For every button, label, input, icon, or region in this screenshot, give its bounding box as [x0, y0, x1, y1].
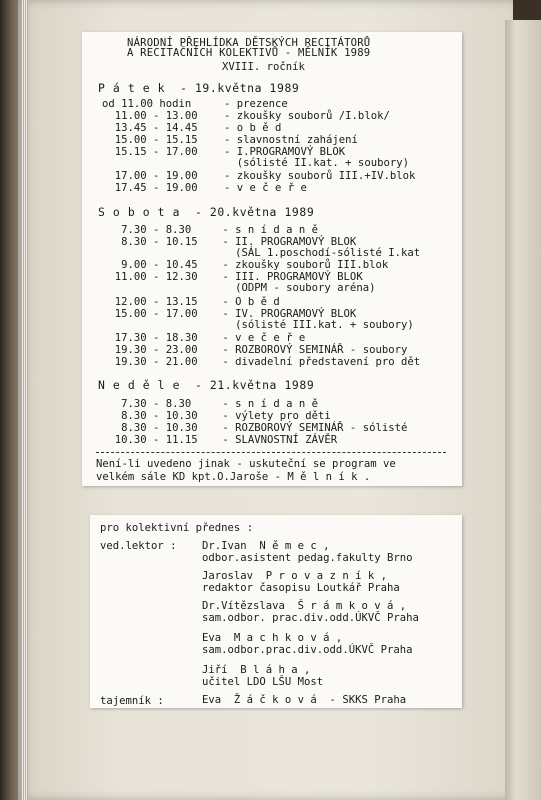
lector-role: učitel LDO LŠU Most: [202, 676, 324, 688]
row-time: 15.00 - 15.15: [102, 134, 198, 146]
row-time: 7.30 - 8.30: [102, 224, 192, 236]
lector-role: sam.odbor. prac.div.odd.ÚKVČ Praha: [202, 612, 419, 624]
row-text: - II. PROGRAMOVÝ BLOK: [216, 236, 357, 248]
row-text: - I.PROGRAMOVÝ BLOK: [224, 146, 346, 158]
lector-name: Eva M a c h k o v á ,: [202, 632, 343, 644]
row-time: 17.00 - 19.00: [102, 170, 198, 182]
row-text: - III. PROGRAMOVÝ BLOK: [216, 271, 363, 283]
next-page-edge: [505, 20, 541, 800]
lector-role: sam.odbor.prac.div.odd.ÚKVČ Praha: [202, 644, 413, 656]
row-text: - zkoušky souborů III.+IV.blok: [224, 170, 416, 182]
row-text: - ROZBOROVÝ SEMINÁŘ - sólisté: [216, 422, 408, 434]
row-text: - s n í d a n ě: [216, 224, 319, 236]
lectors-label: ved.lektor :: [100, 540, 177, 552]
row-text: - v e č e ř e: [216, 332, 306, 344]
row-text: - ROZBOROVÝ SEMINÁŘ - soubory: [216, 344, 408, 356]
lector-name: Dr.Ivan N ě m e c ,: [202, 540, 330, 552]
row-time: 8.30 - 10.30: [102, 422, 198, 434]
row-time: 12.00 - 13.15: [102, 296, 198, 308]
row-time: 17.30 - 18.30: [102, 332, 198, 344]
lector-name: Jaroslav P r o v a z n í k ,: [202, 570, 387, 582]
row-time: 8.30 - 10.30: [102, 410, 198, 422]
row-time: 13.45 - 14.45: [102, 122, 198, 134]
dashed-divider: [96, 452, 446, 453]
header-line-1: NÁRODNÍ PŘEHLÍDKA DĚTSKÝCH RECITÁTORŮ: [127, 37, 371, 49]
row-text: - IV. PROGRAMOVÝ BLOK: [216, 308, 357, 320]
row-text: (SÁL 1.poschodí-sólisté I.kat: [216, 247, 421, 259]
lector-role: odbor.asistent pedag.fakulty Brno: [202, 552, 413, 564]
row-text: - SLAVNOSTNÍ ZÁVĚR: [216, 434, 338, 446]
row-text: - o b ě d: [224, 122, 282, 134]
lector-name: Jiří B l á h a ,: [202, 664, 311, 676]
row-text: - divadelní představení pro dět: [216, 356, 421, 368]
edition: XVIII. ročník: [222, 61, 305, 73]
secretary-name: Eva Ž á č k o v á - SKKS Praha: [202, 694, 407, 706]
footer-line-1: Není-li uvedeno jinak - uskuteční se program ve: [96, 458, 396, 470]
lector-role: redaktor časopisu Loutkář Praha: [202, 582, 400, 594]
day-title-saturday: S o b o t a - 20.května 1989: [98, 205, 315, 219]
row-text: (sólisté III.kat. + soubory): [216, 319, 414, 331]
row-time: od 11.00 hodin: [102, 98, 192, 110]
lector-name: Dr.Vítězslava Š r á m k o v á ,: [202, 600, 407, 612]
program-card: [82, 32, 462, 486]
row-text: (sólisté II.kat. + soubory): [224, 157, 409, 169]
row-time: 17.45 - 19.00: [102, 182, 198, 194]
row-text: (ODPM - soubory aréna): [216, 282, 376, 294]
row-time: 9.00 - 10.45: [102, 259, 198, 271]
header-line-2: A RECITAČNÍCH KOLEKTIVŮ - MĚLNÍK 1989: [127, 47, 371, 59]
row-time: 10.30 - 11.15: [102, 434, 198, 446]
row-time: 19.30 - 21.00: [102, 356, 198, 368]
row-time: 11.00 - 12.30: [102, 271, 198, 283]
day-title-sunday: N e d ě l e - 21.května 1989: [98, 378, 315, 392]
day-title-friday: P á t e k - 19.května 1989: [98, 81, 300, 95]
row-text: - výlety pro děti: [216, 410, 331, 422]
footer-line-2: velkém sále KD kpt.O.Jaroše - M ě l n í k .: [96, 471, 371, 483]
row-text: - s n í d a n ě: [216, 398, 319, 410]
row-time: 19.30 - 23.00: [102, 344, 198, 356]
row-time: 7.30 - 8.30: [102, 398, 192, 410]
page-stack-edge: [22, 0, 28, 800]
row-text: - v e č e ř e: [224, 182, 307, 194]
row-text: - prezence: [224, 98, 288, 110]
row-time: 11.00 - 13.00: [102, 110, 198, 122]
row-text: - slavnostní zahájení: [224, 134, 358, 146]
secretary-label: tajemník :: [100, 695, 164, 707]
lectors-card: [90, 515, 462, 708]
row-time: 8.30 - 10.15: [102, 236, 198, 248]
row-time: 15.00 - 17.00: [102, 308, 198, 320]
row-text: - O b ě d: [216, 296, 280, 308]
row-time: 15.15 - 17.00: [102, 146, 198, 158]
row-text: - zkoušky souborů /I.blok/: [224, 110, 390, 122]
lectors-intro: pro kolektivní přednes :: [100, 522, 254, 534]
row-text: - zkoušky souborů III.blok: [216, 259, 389, 271]
